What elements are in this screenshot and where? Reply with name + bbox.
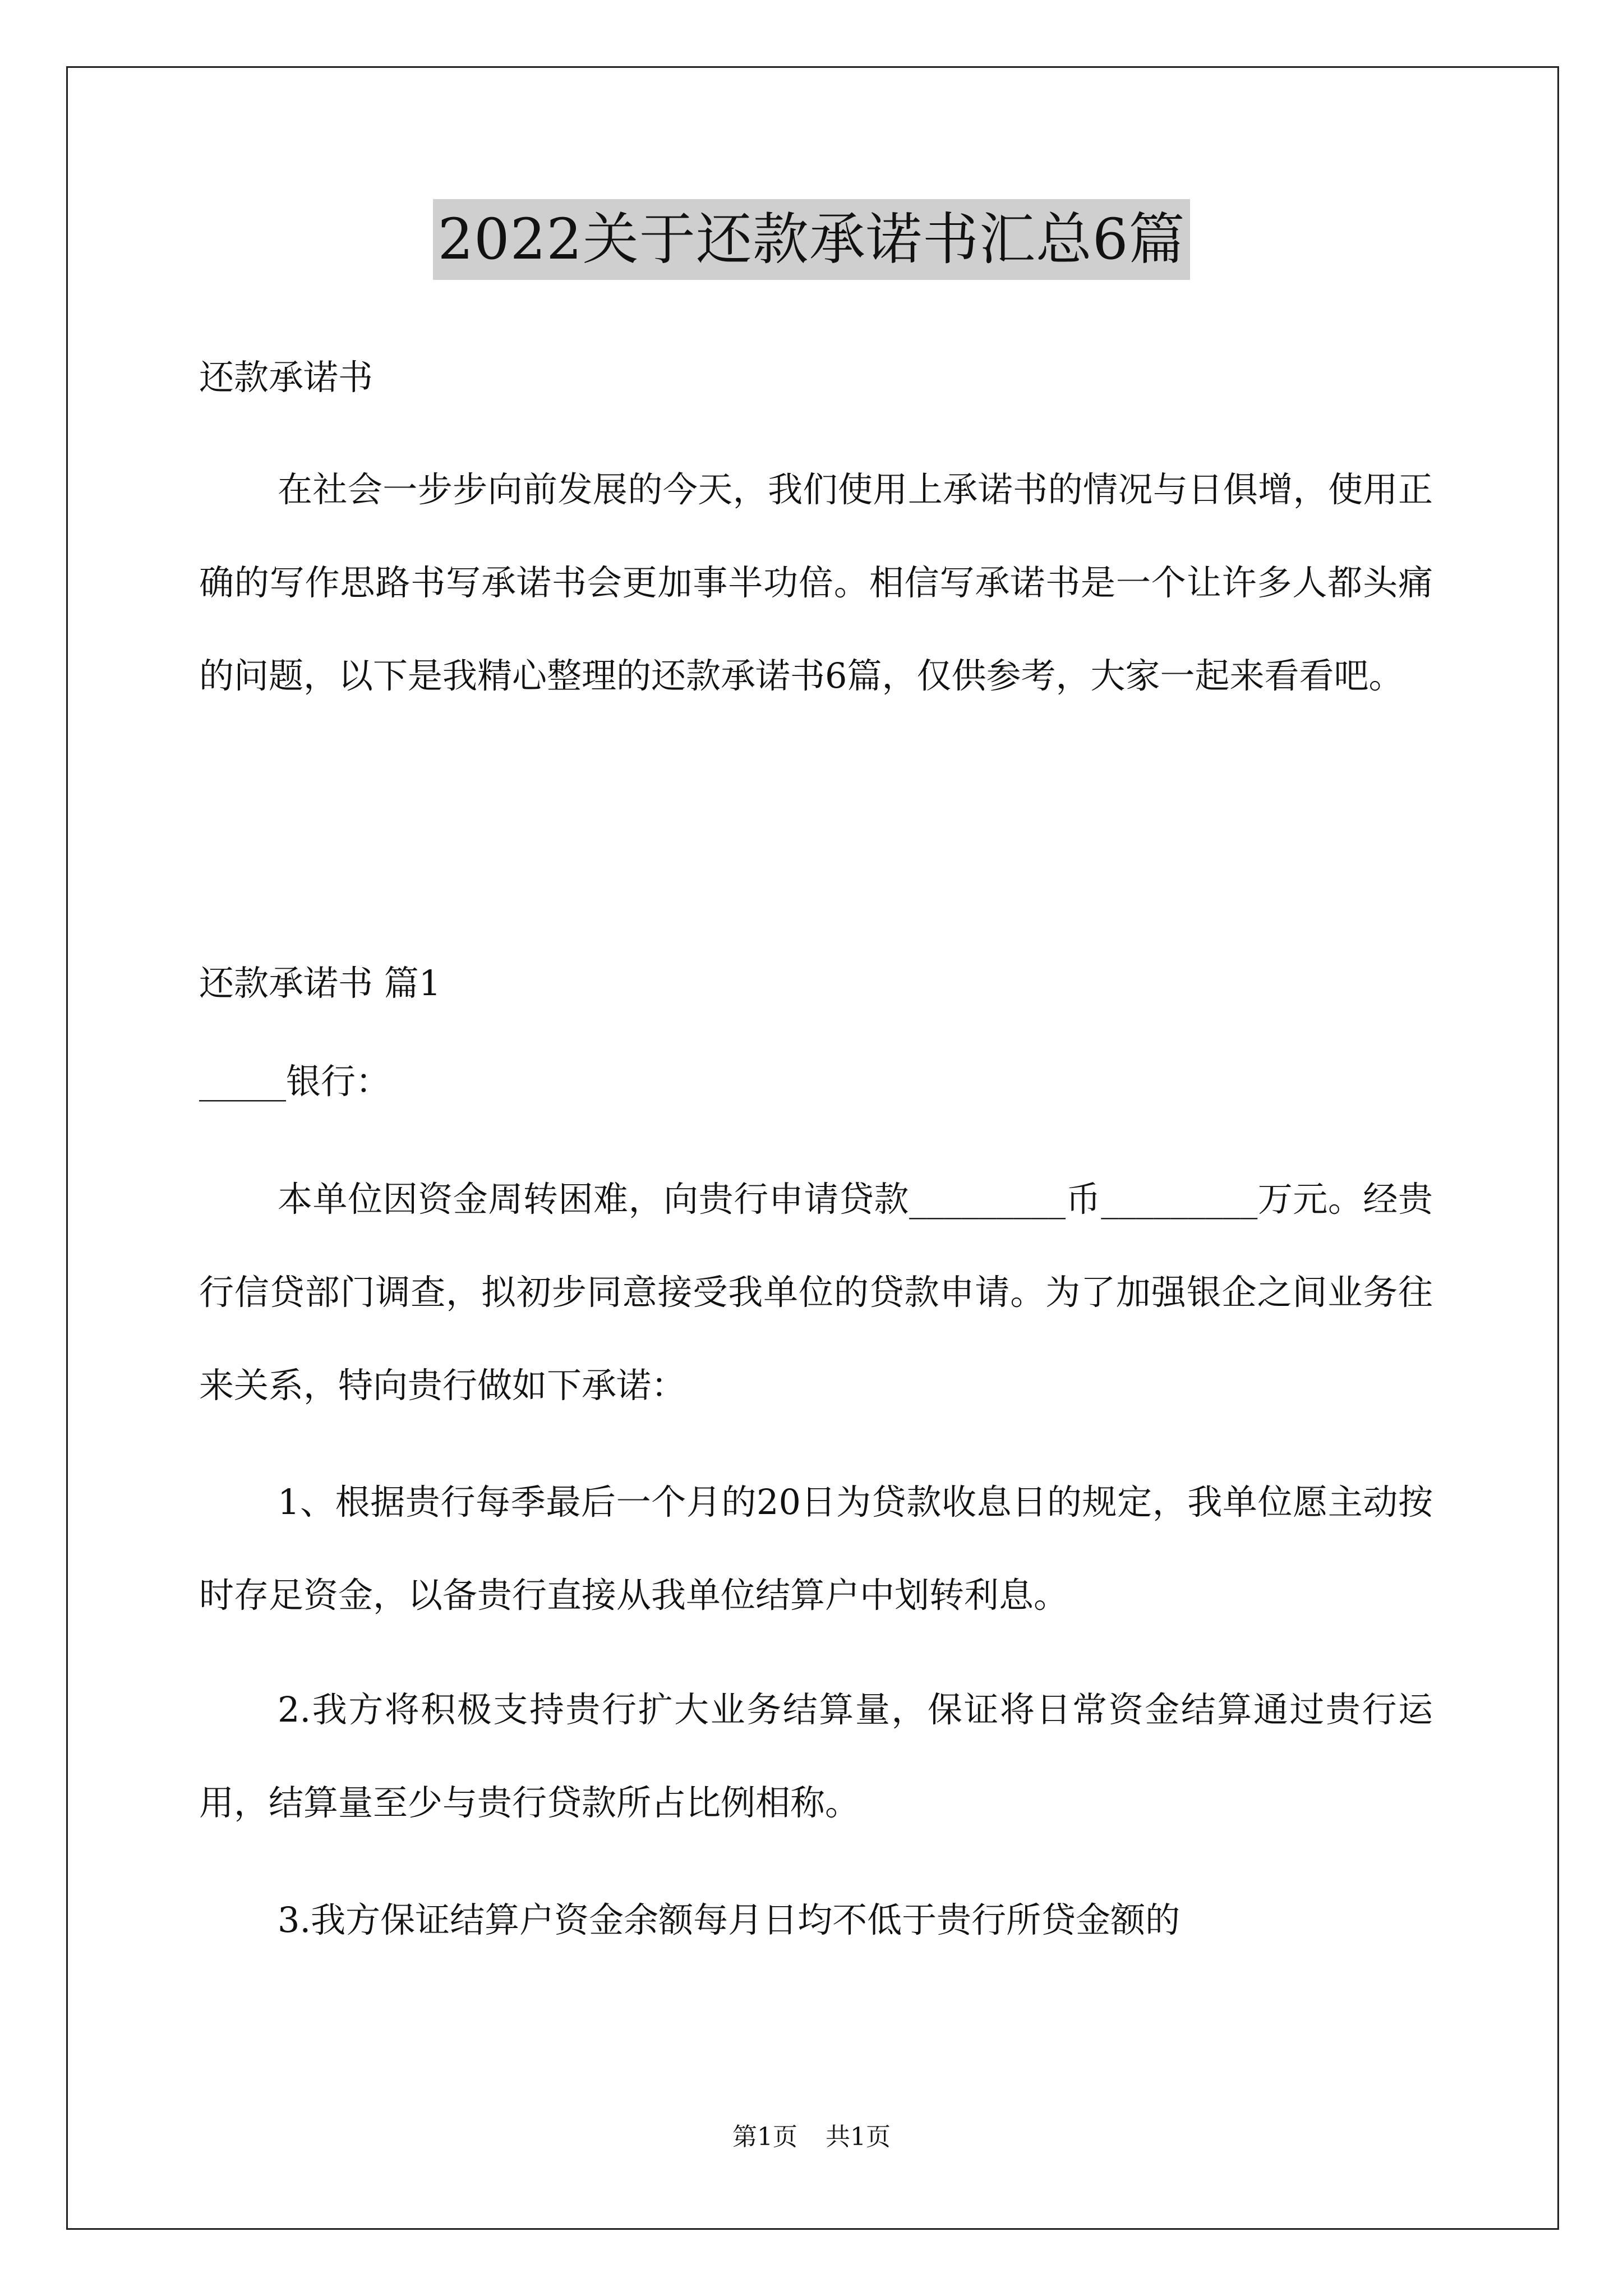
paragraph-4: 3.我方保证结算户资金余额每月日均不低于贵行所贷金额的 [278, 1899, 1181, 1940]
page-number: 第1页 [732, 2123, 797, 2151]
page-total: 共1页 [826, 2123, 891, 2151]
title-container [0, 199, 1623, 280]
paragraph-2: 1、根据贵行每季最后一个月的20日为贷款收息日的规定，我单位愿主动按时存足资金，以备贵行直接从我单位结算户中划转利息。 [199, 1481, 1433, 1616]
section-heading: 还款承诺书 篇1 [199, 963, 441, 1004]
intro-paragraph: 在社会一步步向前发展的今天，我们使用上承诺书的情况与日俱增，使用正确的写作思路书写承诺书会更加事半功倍。相信写承诺书是一个让许多人都头痛的问题，以下是我精心整理的还款承诺书6篇，仅供参考，大家一起来看看吧。 [199, 469, 1433, 696]
paragraph-1: 本单位因资金周转困难，向贵行申请贷款_________币_________万元。经贵行信贷部门调查，拟初步同意接受我单位的贷款申请。为了加强银企之间业务往来关系，特向贵行做如下承诺： [199, 1179, 1433, 1406]
intro-heading: 还款承诺书 [199, 357, 374, 398]
addressee: _____银行： [199, 1061, 391, 1102]
document-title: 2022关于还款承诺书汇总6篇 [433, 199, 1189, 280]
page-footer [0, 2120, 1623, 2154]
paragraph-3: 2.我方将积极支持贵行扩大业务结算量，保证将日常资金结算通过贵行运用，结算量至少与贵行贷款所占比例相称。 [199, 1689, 1433, 1823]
